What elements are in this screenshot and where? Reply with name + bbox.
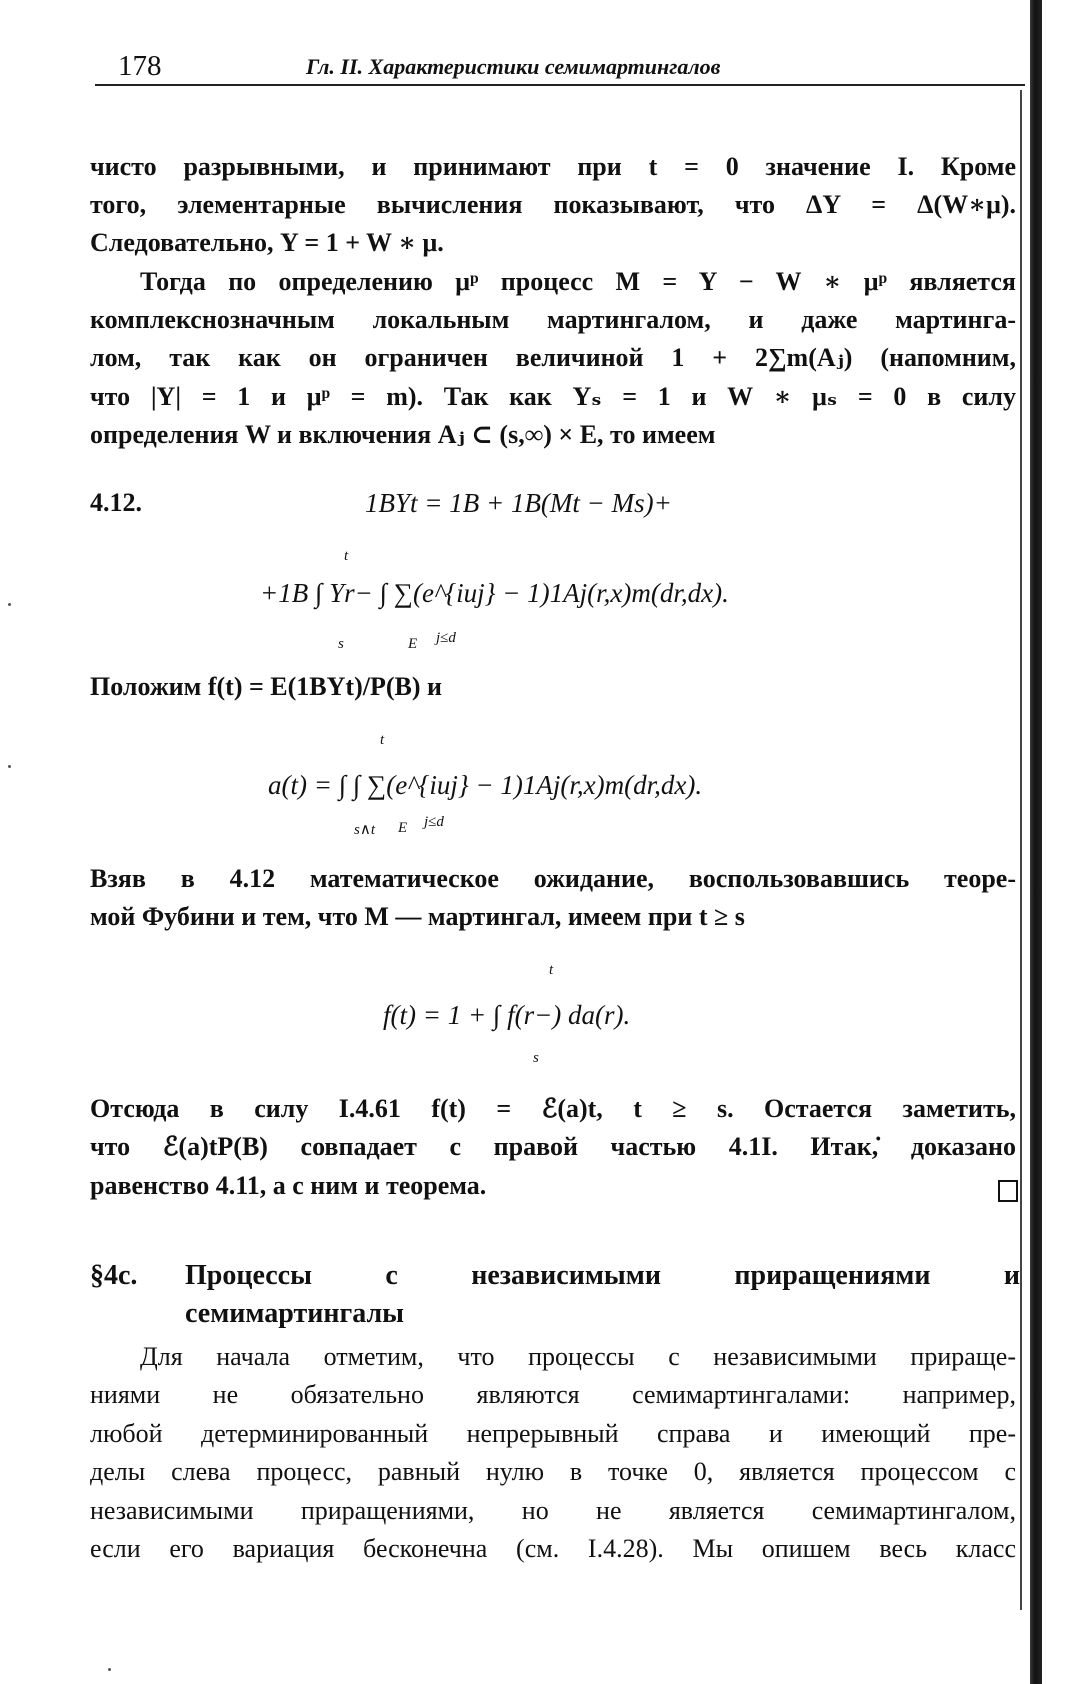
text-line: того, элементарные вычисления показывают, что ΔY = Δ(W∗μ). <box>90 190 1016 219</box>
text-line: определения W и включения Aⱼ ⊂ (s,∞) × E, то имеем <box>90 420 716 449</box>
integral-lower-limit: s <box>338 636 344 652</box>
text-line: Взяв в 4.12 математическое ожидание, воспользовавшись теоре- <box>90 864 1016 893</box>
text-line: Тогда по определению μᵖ процесс M = Y − W ∗ μᵖ является <box>140 267 1016 296</box>
integral-upper-limit: t <box>549 962 554 978</box>
text-line: чисто разрывными, и принимают при t = 0 значение I. Кроме <box>90 152 1016 181</box>
equation-number: 4.12. <box>90 488 142 517</box>
integral-lower-limit: s <box>533 1050 539 1066</box>
text-line: Следовательно, Y = 1 + W ∗ μ. <box>90 228 444 257</box>
text-line: лом, так как он ограничен величиной 1 + 2∑m(Aⱼ) (напомним, <box>90 343 1016 372</box>
integral-lower-limit-E: E <box>398 820 408 836</box>
sum-index: j≤d <box>424 814 444 830</box>
text-line: Отсюда в силу I.4.61 f(t) = ℰ(a)t, t ≥ s. Остается заметить, <box>90 1094 1016 1123</box>
text-line: если его вариация бесконечна (см. I.4.28). Мы опишем весь класс <box>90 1534 1016 1563</box>
qed-square-icon <box>998 1180 1018 1202</box>
page-header <box>118 44 1023 84</box>
equation-a-of-t: a(t) = ∫ ∫ ∑(e^{iuj} − 1)1Aj(r,x)m(dr,dx). <box>268 770 703 800</box>
text-line: что |Y| = 1 и μᵖ = m). Так как Yₛ = 1 и W ∗ μₛ = 0 в силу <box>90 382 1016 411</box>
page-number: 178 <box>118 50 162 82</box>
integral-lower-limit: s∧t <box>354 822 375 838</box>
text-line: любой детерминированный непрерывный справа и имеющий пре- <box>90 1419 1016 1448</box>
text-line: комплекснозначным локальным мартингалом, и даже мартинга- <box>90 305 1016 334</box>
section-title-line1: Процессы с независимыми приращениями и <box>185 1260 1020 1291</box>
text-line: что ℰ(a)tP(B) совпадает с правой частью 4.1I. Итак,̇ доказано <box>90 1132 1016 1161</box>
text-line: мой Фубини и тем, что M — мартингал, имеем при t ≥ s <box>90 902 745 931</box>
header-rule <box>95 84 1025 86</box>
equation-4-12-line2: +1B ∫ Yr− ∫ ∑(e^{iuj} − 1)1Aj(r,x)m(dr,dx). <box>260 578 729 608</box>
scan-edge-shadow <box>1030 0 1042 1684</box>
section-title-line2: семимартингалы <box>185 1298 405 1329</box>
equation-f-of-t: f(t) = 1 + ∫ f(r−) da(r). <box>383 1000 631 1030</box>
integral-upper-limit: t <box>344 548 349 564</box>
integral-upper-limit: t <box>380 732 385 748</box>
equation-4-12-line1: 1BYt = 1B + 1B(Mt − Ms)+ <box>365 488 672 518</box>
scan-speck <box>108 1668 111 1671</box>
text-line: Для начала отметим, что процессы с независимыми прираще- <box>140 1342 1016 1371</box>
running-title: Гл. II. Характеристики семимартингалов <box>306 54 721 79</box>
section-number: §4c. <box>90 1260 138 1291</box>
integral-lower-limit-E: E <box>408 636 418 652</box>
text-line: делы слева процесс, равный нулю в точке 0, является процессом с <box>90 1457 1016 1486</box>
text-line: Положим f(t) = E(1BYt)/P(B) и <box>90 672 442 701</box>
scan-speck <box>8 765 11 768</box>
text-line: равенство 4.11, а с ним и теорема. <box>90 1171 487 1200</box>
text-line: ниями не обязательно являются семимартингалами: например, <box>90 1380 1016 1409</box>
sum-index: j≤d <box>436 630 456 646</box>
text-line: независимыми приращениями, но не является семимартингалом, <box>90 1496 1016 1525</box>
scan-speck <box>8 603 11 606</box>
scan-edge-line <box>1020 90 1022 1610</box>
